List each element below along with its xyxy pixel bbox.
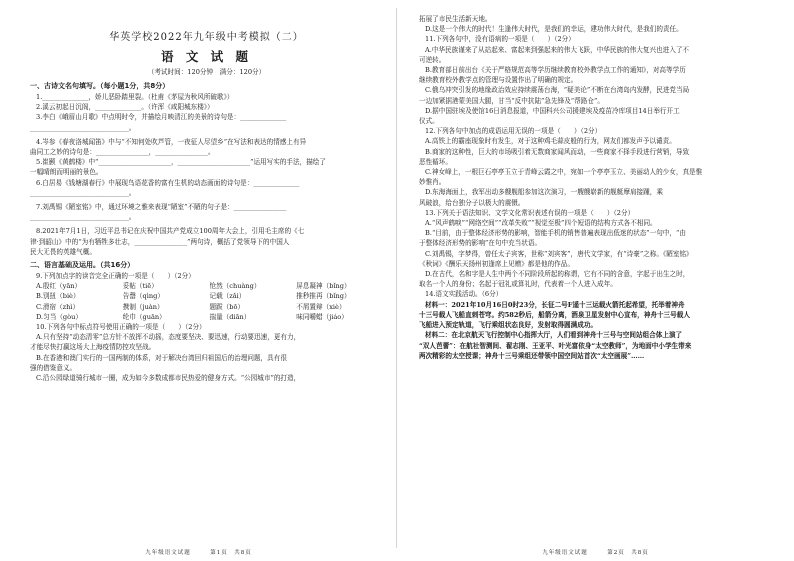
- q9-option: 味同嚼蜡（jiáo）: [296, 312, 348, 321]
- q9-option: 妥帖（tiē）: [122, 282, 158, 291]
- page-footer: 九年级语文试题 第2页 共8页: [542, 549, 649, 556]
- q9-option: 携制（juàn）: [122, 302, 164, 311]
- q9-option: 告罄（qìng）: [122, 292, 164, 301]
- exam-title: 语 文 试 题: [160, 49, 253, 64]
- q11-option-b: B.教育部日前出台《关于严格规范高等学历继续教育校外教学点工作的通知》，对高等学历: [425, 66, 686, 75]
- question-3: 3.李白《峨眉山月歌》中点明时令，并描绘月映清江的美景的诗句是：______________: [36, 113, 287, 122]
- question-5-cont: 一幅晴朗而明丽的景色。: [30, 168, 103, 177]
- q10-option-b: B.在香港和澳门实行的一国两制的体系，对于解决台湾回归祖国后的治理问题，具有很: [36, 353, 287, 362]
- q9-option: 怆然（chuàng）: [209, 282, 261, 291]
- q10-option-a-cont: 才能尽快打赢这场大上海疫情防控攻坚战。: [30, 343, 156, 352]
- q13-option-b-cont: 于整体经济形势的影响”在句中充当状语。: [419, 239, 542, 248]
- question-6-cont: ______________________________。: [30, 188, 136, 197]
- page-footer: 九年级语文试题 第1页 共8页: [145, 549, 252, 556]
- q9-option: 记载（zǎi）: [209, 292, 246, 301]
- exam-page-2: [397, 0, 794, 561]
- q12-option-c: C.神女峰上，一根巨石亭亭玉立于青峰云霞之中，宛如一个亭亭玉立、美丽动人的少女，真是惟: [425, 168, 703, 177]
- q9-option: 推秒推再（bǐng）: [296, 292, 351, 301]
- section-2-heading: 二、语言基础及运用。（共16分）: [30, 261, 135, 270]
- question-8-cont2: 民大无畏的英雄气概。: [30, 247, 96, 256]
- q11-option-c-cont: 一边加紧据港蒙美国大腿，甘当“反中抗陆”急先锋及“帮路仓”。: [419, 96, 604, 105]
- q11-option-d: D.据中国驻埃及使馆16日消息报道，中国科兴公司援建埃及疫苗冷库项目14日举行开工: [425, 106, 680, 115]
- q13-option-b: B.“目前，由于整体经济形势的影响，智能手机的销售普遍表现出低迷的状态”一句中，“由: [425, 229, 687, 238]
- material-1-cont2: 飞船进入预定轨道，飞行乘组状态良好，发射取得圆满成功。: [419, 321, 598, 330]
- material-1-cont: 十三号载人飞船直刺苍穹。约582秒后，船箭分离，酒泉卫星发射中心宣布，神舟十三号载人: [419, 310, 690, 319]
- q12-option-a: A.高铁上的霸座现象时有发生，对于这种鸡毛蒜皮般的行为，网友们都发声予以谴责。: [425, 137, 676, 146]
- q13-option-a: A.“风声鹤唳”“网络空间”“改革失败”“视觉至极”四个短语的结构方式各不相同。: [425, 219, 657, 228]
- q12-option-c-cont: 妙惟肖。: [419, 178, 446, 187]
- q9-option-row: [30, 291, 383, 301]
- material-2-cont: “双人芭蕾”：在航社智测间、翟志刚、王亚平、叶光富依身“太空教师”，为地面中小学生带来: [419, 341, 692, 350]
- question-14: 14.语文实践活动。（6分）: [425, 290, 503, 299]
- question-7: 7.刘禹锡《陋室铭》中，通过环境之雅来表现“陋室”不陋的句子是：________________: [36, 203, 287, 212]
- question-6: 6.白居易《钱塘湖春行》中展现鸟语花香的富有生机的动态画面的诗句是：______________: [36, 178, 300, 187]
- question-8-cont: 律·到韶山》中的“为有牺牲多壮志，________________”两句诗，概括了党领导下的中国人: [30, 237, 290, 246]
- question-1: 1.______________，娇儿恶卧踏里裂。（杜甫《茅屋为秋风所破歌》）: [36, 93, 234, 101]
- q10-option-c-cont: 拓展了市民生活新天地。: [419, 15, 492, 23]
- q12-option-d-cont: 风破浪，给台独分子以极大的震慑。: [419, 198, 525, 207]
- material-2-cont2: 两次精彩的太空授课；神舟十三号乘组还带领中国空间站首次“太空画展”……: [419, 351, 645, 360]
- q9-option: A.殷红（yān）: [36, 282, 82, 291]
- question-4: 4.岑参《春夜洛城闻笛》中与“不知何处吹芦管，一夜征人尽望乡”在写法和表达的情感上有异: [36, 137, 307, 146]
- question-9: 9.下列加点字的读音完全正确的一项是（ ）（2分）: [36, 272, 195, 281]
- q9-option: B.别扭（biè）: [36, 292, 80, 301]
- q9-option-row: [30, 302, 383, 312]
- q13-option-d-cont: 取名一个人的身份；名起于冠礼或算礼时，代表着一个人进入成年。: [419, 280, 617, 289]
- q11-option-a-cont: 可逆转。: [419, 55, 446, 64]
- q9-option: D.匀当（gòu）: [36, 312, 82, 321]
- q11-option-d-cont: 仪式。: [419, 117, 439, 126]
- q9-option-row: [30, 281, 383, 291]
- q10-option-c: C.沿公园绿道骑行城市一圈，成为如今多数成都市民热爱的健身方式。“公园城市”的打造，: [36, 374, 301, 383]
- question-3-cont: ______________________________。: [30, 123, 136, 132]
- q10-option-d: D.这是一个伟大的时代！生逢伟大时代，是我们的幸运，建功伟大时代，是我们的责任。: [425, 25, 683, 34]
- q9-option: 纶巾（guān）: [122, 312, 166, 321]
- question-13: 13.下列关于语法知识、文学文化常识表述有误的一项是（ ）（2分）: [425, 208, 635, 217]
- q12-option-d: D.东海海面上，我军出动多艘舰船参加这次演习，一艘艘崭新的舰艇摩肩接踵，乘: [425, 188, 663, 197]
- q13-option-c-cont: 《秋词》《酬乐天扬州初逢席上见赠》都是他的作品。: [419, 259, 574, 268]
- q9-option: 题跋（bō）: [209, 302, 245, 311]
- q10-option-b-cont: 强的借鉴意义。: [30, 363, 77, 372]
- question-4-cont: 曲同工之妙的诗句是：________________，________________。: [30, 148, 215, 157]
- question-10: 10.下列各句中标点符号使用正确的一项是（ ）（2分）: [36, 323, 206, 332]
- q11-option-a: A.中华民族谨来了从站起来、富起来到强起来的伟大飞跃，中华民族的伟大复兴也进入了不: [425, 45, 690, 54]
- q9-option: 不屑置辩（xiè）: [296, 302, 346, 311]
- q10-option-a: A.只有坚持“动态清零”总方针不放挥不动摇，态度要坚决、要迅速，行动要迅速，更有力，: [36, 333, 301, 342]
- section-1-heading: 一、古诗文名句填写。（每小题1分，共8分）: [30, 82, 170, 90]
- question-2: 2.溪云初起日沉阁，______________。（许浑《咸阳城东楼》）: [36, 103, 214, 112]
- question-5: 5.崔颢《黄鹤楼》中“______________________，______________________”运用写实的手法，描绘了: [36, 158, 326, 167]
- q12-option-b: B.商家的这种性，巨大的市场吸引着无数商家闻风而动，一些商家不择手段进行营销，导致: [425, 147, 690, 156]
- school-title: 华英学校2022年九年级中考模拟（二）: [109, 32, 304, 43]
- q11-option-c: C.俄乌冲突引发的地缘政治效应持续震荡台海，“疑美论”不断在台湾岛内发酵，民进党当局: [425, 86, 690, 95]
- q12-option-b-cont: 恶性循环。: [419, 157, 452, 166]
- material-1: 材料一：2021年10月16日0时23分，长征二号F遥十三运载火箭托起希望，托举着神舟: [425, 300, 685, 309]
- question-12: 12.下列各句中加点的成语运用无误的一项是（ ）（2分）: [425, 127, 602, 136]
- material-2: 材料二：在北京航天飞行控制中心指挥大厅，人们看到神舟十三号与空间站组合体上演了: [425, 331, 683, 340]
- q9-option: 屏息凝神（bǐng）: [296, 282, 351, 291]
- q13-option-c: C.刘禹锡，字梦得，曾任太子宾客，世称“刘宾客”，唐代文学家，有“诗豪”之称。《陋室铭》: [425, 249, 693, 258]
- q9-option: 揣量（diān）: [209, 312, 251, 321]
- q13-option-d: D.在古代，名和字是人生中两个不同阶段所起的称谓，它有不同的含意，字起于出生之时，: [425, 270, 690, 279]
- q11-option-b-cont: 继续教育校外教学点的管理与设置作出了明确的规定。: [419, 76, 578, 85]
- exam-info: （考试时间：120分钟 满分：120分）: [147, 68, 266, 76]
- question-7-cont: ______________________________。: [30, 213, 136, 222]
- q9-option-row: [30, 312, 383, 322]
- q9-option: C.滑宿（zhì）: [36, 302, 80, 311]
- question-11: 11.下列各句中，没有语病的一项是（ ）（2分）: [425, 35, 575, 44]
- question-8: 8.2021年7月1日，习近平总书记在庆祝中国共产党成立100周年大会上，引用毛主席的《七: [36, 227, 305, 236]
